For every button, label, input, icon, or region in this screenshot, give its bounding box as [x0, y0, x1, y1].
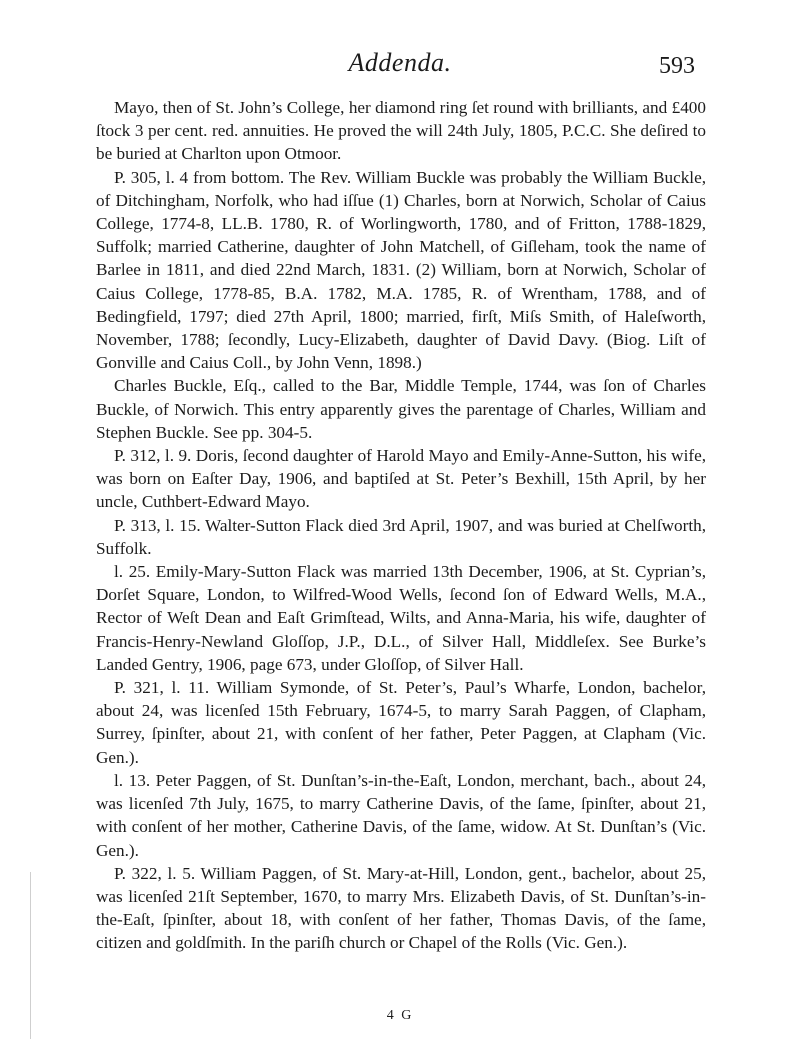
page-number: 593 [659, 53, 695, 79]
paragraph: Mayo, then of St. John’s College, her diamond ring ſet round with brilliants, and £400 ſtock 3 per cent. red. annuities. He proved the will 24th July, 1805, P.C.C. She deſired to be buried at Charlton upon Otmoor. [96, 98, 706, 164]
paragraph: l. 13. Peter Paggen, of St. Dunſtan’s-in-the-Eaſt, London, merchant, bach., about 24, was licenſed 7th July, 1675, to marry Catherine Davis, of the ſame, ſpinſter, about 21, with conſent of her mother, Catherine Davis, of the ſame, widow. At St. Dunſtan’s (Vic. Gen.). [96, 770, 706, 860]
running-title: Addenda. [348, 48, 452, 77]
paragraph: P. 313, l. 15. Walter-Sutton Flack died 3rd April, 1907, and was buried at Chelſworth, Suffolk. [96, 515, 706, 558]
paragraph: P. 321, l. 11. William Symonde, of St. Peter’s, Paul’s Wharfe, London, bachelor, about 24, was licenſed 15th February, 1674-5, to marry Sarah Paggen, of Clapham, Surrey, ſpinſter, about 21, with conſent of her father, Peter Paggen, at Clapham (Vic. Gen.). [96, 678, 706, 767]
signature-mark: 4 G [386, 1008, 414, 1023]
paragraph: l. 25. Emily-Mary-Sutton Flack was married 13th December, 1906, at St. Cyprian’s, Dorſet Square, London, to Wilfred-Wood Wells, ſecond ſon of Edward Wells, M.A., Rector of Weſt Dean and Eaſt Grimſtead, Wilts, and Anna-Maria, his wife, daughter of Francis-Henry-Newland Gloſſop, J.P., D.L., of Silver Hall, Middleſex. See Burke’s Landed Gentry, 1906, page 673, under Gloſſop, of Silver Hall. [96, 562, 706, 674]
paragraph: P. 312, l. 9. Doris, ſecond daughter of Harold Mayo and Emily-Anne-Sutton, his wife, was born on Eaſter Day, 1906, and baptiſed at St. Peter’s Bexhill, 15th April, by her uncle, Cuthbert-Edward Mayo. [96, 446, 706, 512]
page-edge-line [30, 872, 31, 1039]
body-text [96, 96, 706, 955]
paragraph: P. 305, l. 4 from bottom. The Rev. William Buckle was probably the William Buckle, of Ditchingham, Norfolk, who had iſſue (1) Charles, born at Norwich, Scholar of Caius College, 1774-8, LL.B. 1780, R. of Worlingworth, 1780, and of Fritton, 1788-1829, Suffolk; married Catherine, daughter of John Matchell, of Giſleham, took the name of Barlee in 1811, and died 22nd March, 1831. (2) William, born at Norwich, Scholar of Caius College, 1778-85, B.A. 1782, M.A. 1785, R. of Wrentham, 1788, and of Bedingfield, 1797; died 27th April, 1800; married, firſt, Miſs Smith, of Haleſworth, November, 1788; ſecondly, Lucy-Elizabeth, daughter of David Davy. (Biog. Liſt of Gonville and Caius Coll., by John Venn, 1898.) [96, 167, 706, 373]
paragraph: P. 322, l. 5. William Paggen, of St. Mary-at-Hill, London, gent., bachelor, about 25, was licenſed 21ſt September, 1670, to marry Mrs. Elizabeth Davis, of St. Dunſtan’s-in-the-Eaſt, ſpinſter, about 18, with conſent of her father, Thomas Davis, of the ſame, citizen and goldſmith. In the pariſh church or Chapel of the Rolls (Vic. Gen.). [96, 863, 706, 953]
paragraph: Charles Buckle, Eſq., called to the Bar, Middle Temple, 1744, was ſon of Charles Buckle, of Norwich. This entry apparently gives the parentage of Charles, William and Stephen Buckle. See pp. 304-5. [96, 376, 706, 442]
